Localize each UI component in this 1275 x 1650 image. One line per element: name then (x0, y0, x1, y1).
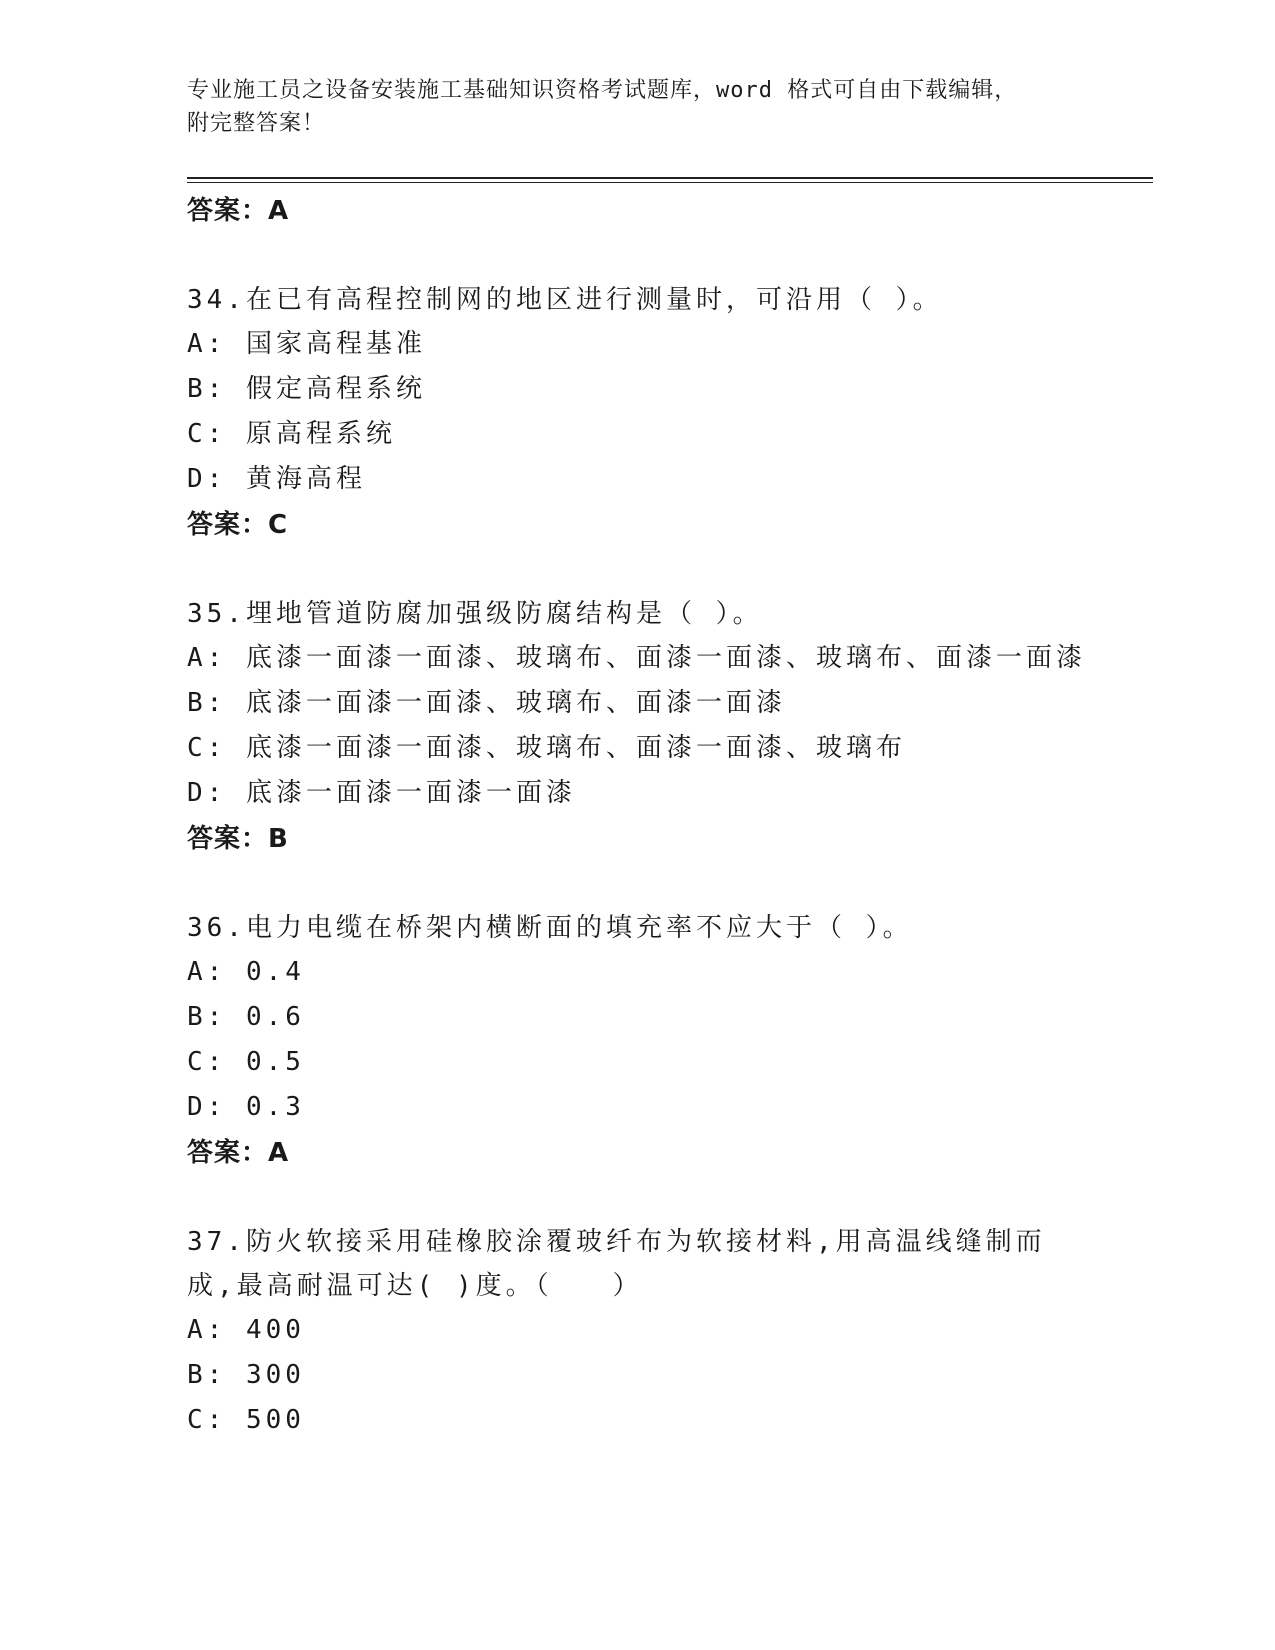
header-line-1: 专业施工员之设备安装施工基础知识资格考试题库，word 格式可自由下载编辑， (187, 78, 1018, 103)
question-36 (187, 906, 1153, 1176)
question-list (187, 188, 1153, 1443)
question-stem: 34.在已有高程控制网的地区进行测量时，可沿用（ ）。 (187, 285, 943, 315)
question-stem: 37.防火软接采用硅橡胶涂覆玻纤布为软接材料,用高温线缝制而成,最高耐温可达( )度。（ ） (187, 1227, 1046, 1301)
answer-line: 答案：C (187, 510, 289, 540)
option-c: C: 500 (187, 1405, 305, 1435)
answer-line: 答案：A (187, 196, 290, 226)
header-divider (187, 177, 1153, 179)
question-34 (187, 278, 1153, 548)
option-b: B: 假定高程系统 (187, 374, 426, 404)
header-divider-thin (187, 182, 1153, 183)
document-header (187, 74, 1087, 140)
question-35 (187, 592, 1153, 862)
option-d: D: 0.3 (187, 1092, 305, 1122)
option-b: B: 0.6 (187, 1002, 305, 1032)
option-c: C: 底漆一面漆一面漆、玻璃布、面漆一面漆、玻璃布 (187, 733, 906, 763)
option-a: A: 国家高程基准 (187, 329, 426, 359)
option-b: B: 底漆一面漆一面漆、玻璃布、面漆一面漆 (187, 688, 786, 718)
option-c: C: 原高程系统 (187, 419, 396, 449)
option-a: A: 底漆一面漆一面漆、玻璃布、面漆一面漆、玻璃布、面漆一面漆 (187, 643, 1086, 673)
answer-line: 答案：B (187, 824, 289, 854)
option-a: A: 0.4 (187, 957, 305, 987)
option-d: D: 底漆一面漆一面漆一面漆 (187, 778, 576, 808)
option-d: D: 黄海高程 (187, 464, 366, 494)
option-c: C: 0.5 (187, 1047, 305, 1077)
option-a: A: 400 (187, 1315, 305, 1345)
header-line-2: 附完整答案！ (187, 111, 326, 136)
question-stem: 35.埋地管道防腐加强级防腐结构是（ ）。 (187, 599, 763, 629)
question-37 (187, 1220, 1153, 1443)
answer-line: 答案：A (187, 1138, 290, 1168)
question-stem: 36.电力电缆在桥架内横断面的填充率不应大于（ ）。 (187, 913, 913, 943)
option-b: B: 300 (187, 1360, 305, 1390)
